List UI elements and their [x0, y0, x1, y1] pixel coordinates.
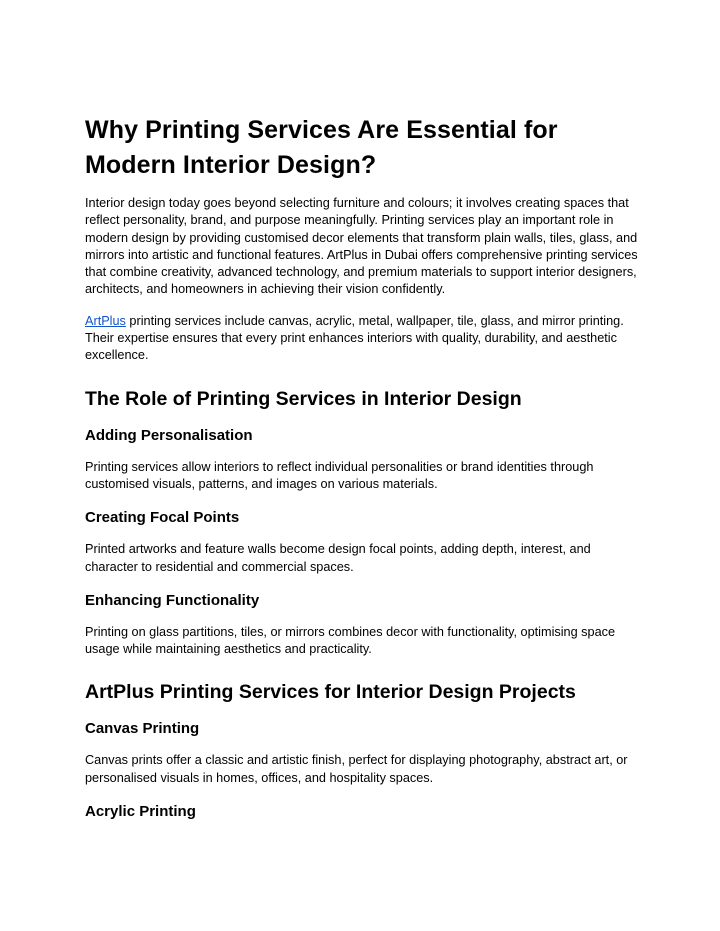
artplus-link[interactable]: ArtPlus: [85, 313, 126, 328]
services-overview-text: printing services include canvas, acrylic, metal, wallpaper, tile, glass, and mirror printing. Their expertise ensures that every print enhances interiors with quality, durability, and aesthetic excellence.: [85, 313, 624, 363]
subheading-enhancing-functionality: Enhancing Functionality: [85, 591, 260, 609]
paragraph-creating-focal-points: Printed artworks and feature walls become design focal points, adding depth, interest, and character to residential and commercial spaces.: [85, 542, 591, 574]
intro-paragraph: Interior design today goes beyond selecting furniture and colours; it involves creating spaces that reflect personality, brand, and purpose meaningfully. Printing services play an important role in modern design by providing customised decor elements that transform plain walls, tiles, glass, and mirrors into artistic and functional features. ArtPlus in Dubai offers comprehensive printing services that combine creativity, advanced technology, and premium materials to support interior designers, architects, and homeowners in achieving their vision confidently.: [85, 196, 638, 297]
subheading-creating-focal-points: Creating Focal Points: [85, 509, 240, 527]
section-heading-services: ArtPlus Printing Services for Interior Design Projects: [85, 681, 576, 704]
document-title: Why Printing Services Are Essential for Modern Interior Design?: [85, 116, 558, 179]
subheading-adding-personalisation: Adding Personalisation: [85, 426, 253, 444]
document-page: [85, 113, 640, 835]
paragraph-adding-personalisation: Printing services allow interiors to reflect individual personalities or brand identities through customised visuals, patterns, and images on various materials.: [85, 459, 594, 491]
paragraph-canvas-printing: Canvas prints offer a classic and artistic finish, perfect for displaying photography, abstract art, or personalised visuals in homes, offices, and hospitality spaces.: [85, 753, 628, 785]
services-overview-paragraph: [85, 313, 640, 365]
section-heading-role: The Role of Printing Services in Interior Design: [85, 387, 522, 410]
paragraph-enhancing-functionality: Printing on glass partitions, tiles, or mirrors combines decor with functionality, optimising space usage while maintaining aesthetics and practicality.: [85, 624, 616, 657]
subheading-acrylic-printing: Acrylic Printing: [85, 803, 196, 821]
subheading-canvas-printing: Canvas Printing: [85, 720, 200, 738]
